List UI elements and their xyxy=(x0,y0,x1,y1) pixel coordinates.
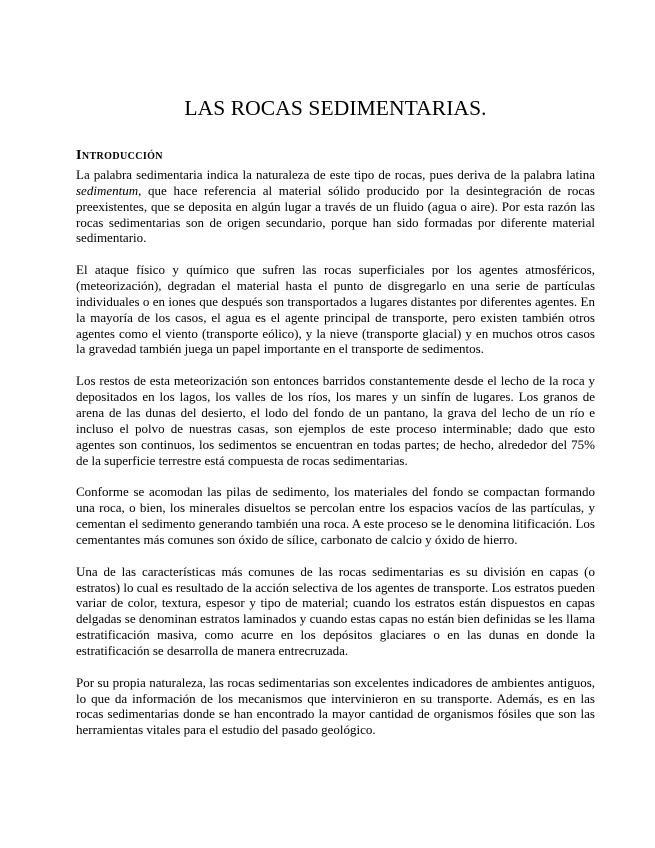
document-body xyxy=(76,167,595,754)
paragraph-1 xyxy=(76,167,595,246)
page-title: LAS ROCAS SEDIMENTARIAS. xyxy=(184,96,487,120)
paragraph-3: Los restos de esta meteorización son entonces barridos constantemente desde el lecho de la roca y depositados en los lagos, los valles de los ríos, los mares y un sinfín de lugares. Los granos de arena de las dunas del desierto, el lodo del fondo de un pantano, la grava del lecho de un río e incluso el polvo de nuestras casas, son ejemplos de este proceso interminable; dado que esto agentes son continuos, los sedimentos se encuentran en todas partes; de hecho, alrededor del 75% de la superficie terrestre está compuesta de rocas sedimentarias. xyxy=(76,373,595,468)
latin-term-sedimentum: sedimentum xyxy=(76,182,139,198)
paragraph-6: Por su propia naturaleza, las rocas sedimentarias son excelentes indicadores de ambientes antiguos, lo que da información de los mecanismos que intervinieron en su transporte. Además, es en las rocas sedimentarias donde se han encontrado la mayor cantidad de organismos fósiles que son las herramientas vitales para el estudio del pasado geológico. xyxy=(76,674,595,738)
paragraph-1-text-end: , que hace referencia al material sólido producido por la desintegración de rocas preexistentes, que se deposita en algún lugar a través de un fluido (agua o aire). Por esta razón las rocas sedimentarias son de origen secundario, porque han sido formadas por diferente material sedimentario. xyxy=(76,182,595,246)
section-heading-introduccion: Introducción xyxy=(76,148,163,163)
paragraph-1-text-start: La palabra sedimentaria indica la naturaleza de este tipo de rocas, pues deriva de la palabra latina xyxy=(76,167,595,182)
paragraph-5: Una de las características más comunes de las rocas sedimentarias es su división en capas (o estratos) lo cual es resultado de la acción selectiva de los agentes de transporte. Los estratos pueden variar de color, textura, espesor y tipo de material; cuando los estratos están dispuestos en capas delgadas se denominan estratos laminados y cuando estas capas no están bien definidas se les llama estratificación masiva, como acurre en los depósitos glaciares o en las dunas en donde la estratificación se desarrolla de manera entrecruzada. xyxy=(76,563,595,658)
paragraph-2: El ataque físico y químico que sufren las rocas superficiales por los agentes atmosféricos, (meteorización), degradan el material hasta el punto de disgregarlo en una serie de partículas individuales o en iones que después son transportados a lugares distantes por diferentes agentes. En la mayoría de los casos, el agua es el agente principal de transporte, pero existen también otros agentes como el viento (transporte eólico), y la nieve (transporte glacial) y en muchos otros casos la gravedad también juega un papel importante en el transporte de sedimentos. xyxy=(76,262,595,357)
paragraph-4: Conforme se acomodan las pilas de sedimento, los materiales del fondo se compactan formando una roca, o bien, los minerales disueltos se percolan entre los espacios vacíos de las partículas, y cementan el sedimento generando también una roca. A este proceso se le denomina litificación. Los cementantes más comunes son óxido de sílice, carbonato de calcio y óxido de hierro. xyxy=(76,484,595,547)
